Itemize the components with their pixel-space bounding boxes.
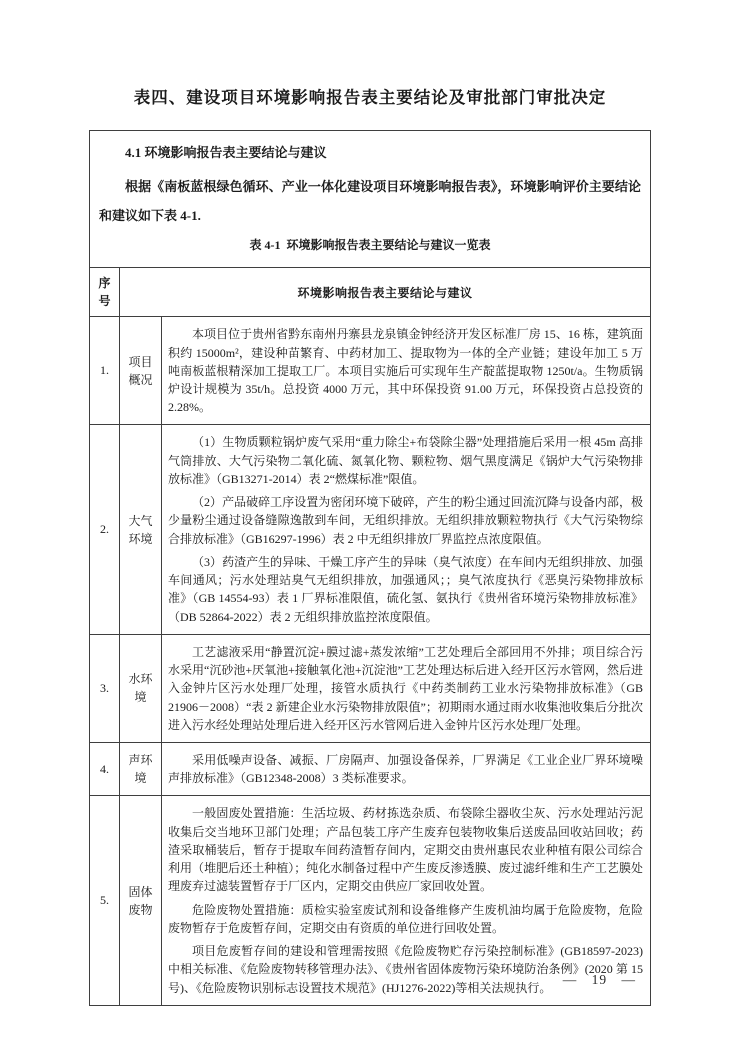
header-cell-content: 环境影响报告表主要结论与建议 — [120, 268, 651, 317]
section-intro-text: 根据《南板蓝根绿色循环、产业一体化建设项目环境影响报告表》，环境影响评价主要结论和建议如下表 4-1. — [99, 178, 641, 224]
row-category: 大气环境 — [120, 425, 162, 634]
row-content — [162, 425, 651, 634]
page-number: — 19 — — [562, 972, 636, 987]
row-category: 固体废物 — [120, 796, 162, 1005]
row-number: 2. — [90, 425, 120, 634]
paragraph: （3）药渣产生的异味、干燥工序产生的异味（臭气浓度）在车间内无组织排放、加强车间通风；污水处理站臭气无组织排放，加强通风；；臭气浓度执行《恶臭污染物排放标准》（GB 14554-93）表 1 厂界标准限值，硫化氢、氨执行《贵州省环境污染物排放标准》（DB 52864-2022）表 2 无组织排放监控浓度限值。 — [168, 554, 643, 624]
section-heading: 4.1 环境影响报告表主要结论与建议 — [125, 145, 327, 160]
table-row-water-environment — [90, 634, 651, 742]
table-row-noise-environment — [90, 742, 651, 795]
row-category: 项目概况 — [120, 317, 162, 425]
table-caption: 表 4-1 环境影响报告表主要结论与建议一览表 — [249, 238, 491, 253]
row-content — [162, 742, 651, 795]
paragraph: （1）生物质颗粒锅炉废气采用“重力除尘+布袋除尘器”处理措施后采用一根 45m 高排气筒排放、大气污染物二氧化硫、氮氧化物、颗粒物、烟气黑度满足《锅炉大气污染物排放标准》（GB13271-2014）表 2“燃煤标准”限值。 — [168, 435, 643, 486]
page-title: 表四、建设项目环境影响报告表主要结论及审批部门审批决定 — [133, 88, 607, 107]
row-content — [162, 634, 651, 742]
table-header-row — [90, 268, 651, 317]
paragraph: 采用低噪声设备、减振、厂房隔声、加强设备保养，厂界满足《工业企业厂界环境噪声排放标准》（GB12348-2008）3 类标准要求。 — [168, 752, 643, 786]
paragraph: （2）产品破碎工序设置为密闭环境下破碎，产生的粉尘通过回流沉降与设备内部，极少量粉尘通过设备缝隙逸散到车间，无组织排放。无组织排放颗粒物执行《大气污染物综合排放标准》（GB16297-1996）表 2 中无组织排放厂界监控点浓度限值。 — [168, 495, 643, 546]
paragraph: 工艺滤液采用“静置沉淀+膜过滤+蒸发浓缩”工艺处理后全部回用不外排；项目综合污水采用“沉砂池+厌氧池+接触氧化池+沉淀池”工艺处理达标后进入经开区污水管网，然后进入金钟片区污水处理厂处理，接管水质执行《中药类制药工业水污染物排放标准》（GB 21906－2008）“表 2 新建企业水污染物排放限值”；初期雨水通过雨水收集池收集后分批次进入污水经处理站处理后进入经开区污水管网后进入金钟片区污水处理厂处理。 — [168, 644, 643, 732]
paragraph: 危险废物处置措施：质检实验室废试剂和设备维修产生废机油均属于危险废物，危险废物暂存于危废暂存间，定期交由有资质的单位进行回收处置。 — [168, 902, 643, 935]
row-category: 声环境 — [120, 742, 162, 795]
row-number: 5. — [90, 796, 120, 1005]
paragraph: 项目危废暂存间的建设和管理需按照《危险废物贮存污染控制标准》(GB18597-2023)中相关标准、《危险废物转移管理办法》、《贵州省固体废物污染环境防治条例》(2020 第 15 号)、《危险废物识别标志设置技术规范》(HJ1276-2022)等相关法规执行。 — [168, 944, 643, 995]
content-box — [89, 130, 651, 1006]
row-content — [162, 317, 651, 425]
table-row-project-overview — [90, 317, 651, 425]
header-cell-no: 序号 — [90, 268, 120, 317]
row-number: 4. — [90, 742, 120, 795]
paragraph: 本项目位于贵州省黔东南州丹寨县龙泉镇金钟经济开发区标准厂房 15、16 栋，建筑面积约 15000m²，建设种苗繁育、中药材加工、提取物为一体的全产业链；建设年加工 5 万吨南板蓝根精深加工提取工厂。本项目实施后可实现年生产靛蓝提取物 1250t/a。生物质锅炉设计规模为 35t/h。总投资 4000 万元，其中环保投资 91.00 万元，环保投资占总投资的 2.28%。 — [168, 327, 643, 415]
row-number: 3. — [90, 634, 120, 742]
row-number: 1. — [90, 317, 120, 425]
row-category: 水环境 — [120, 634, 162, 742]
section-intro-block — [89, 130, 651, 267]
conclusions-table — [89, 267, 651, 1006]
paragraph: 一般固废处置措施：生活垃圾、药材拣选杂质、布袋除尘器收尘灰、污水处理站污泥收集后交当地环卫部门处理；产品包装工序产生废弃包装物收集后送废品回收站回收；药渣采取桶装后，暂存于提取车间药渣暂存间内，定期交由贵州惠民农业种植有限公司综合利用（堆肥后还土种植）；纯化水制备过程中产生废反渗透膜、废过滤纤维和生产工艺膜处理废弃过滤装置暂存于厂区内，定期交由供应厂家回收处置。 — [168, 806, 643, 894]
table-row-air-environment — [90, 425, 651, 634]
